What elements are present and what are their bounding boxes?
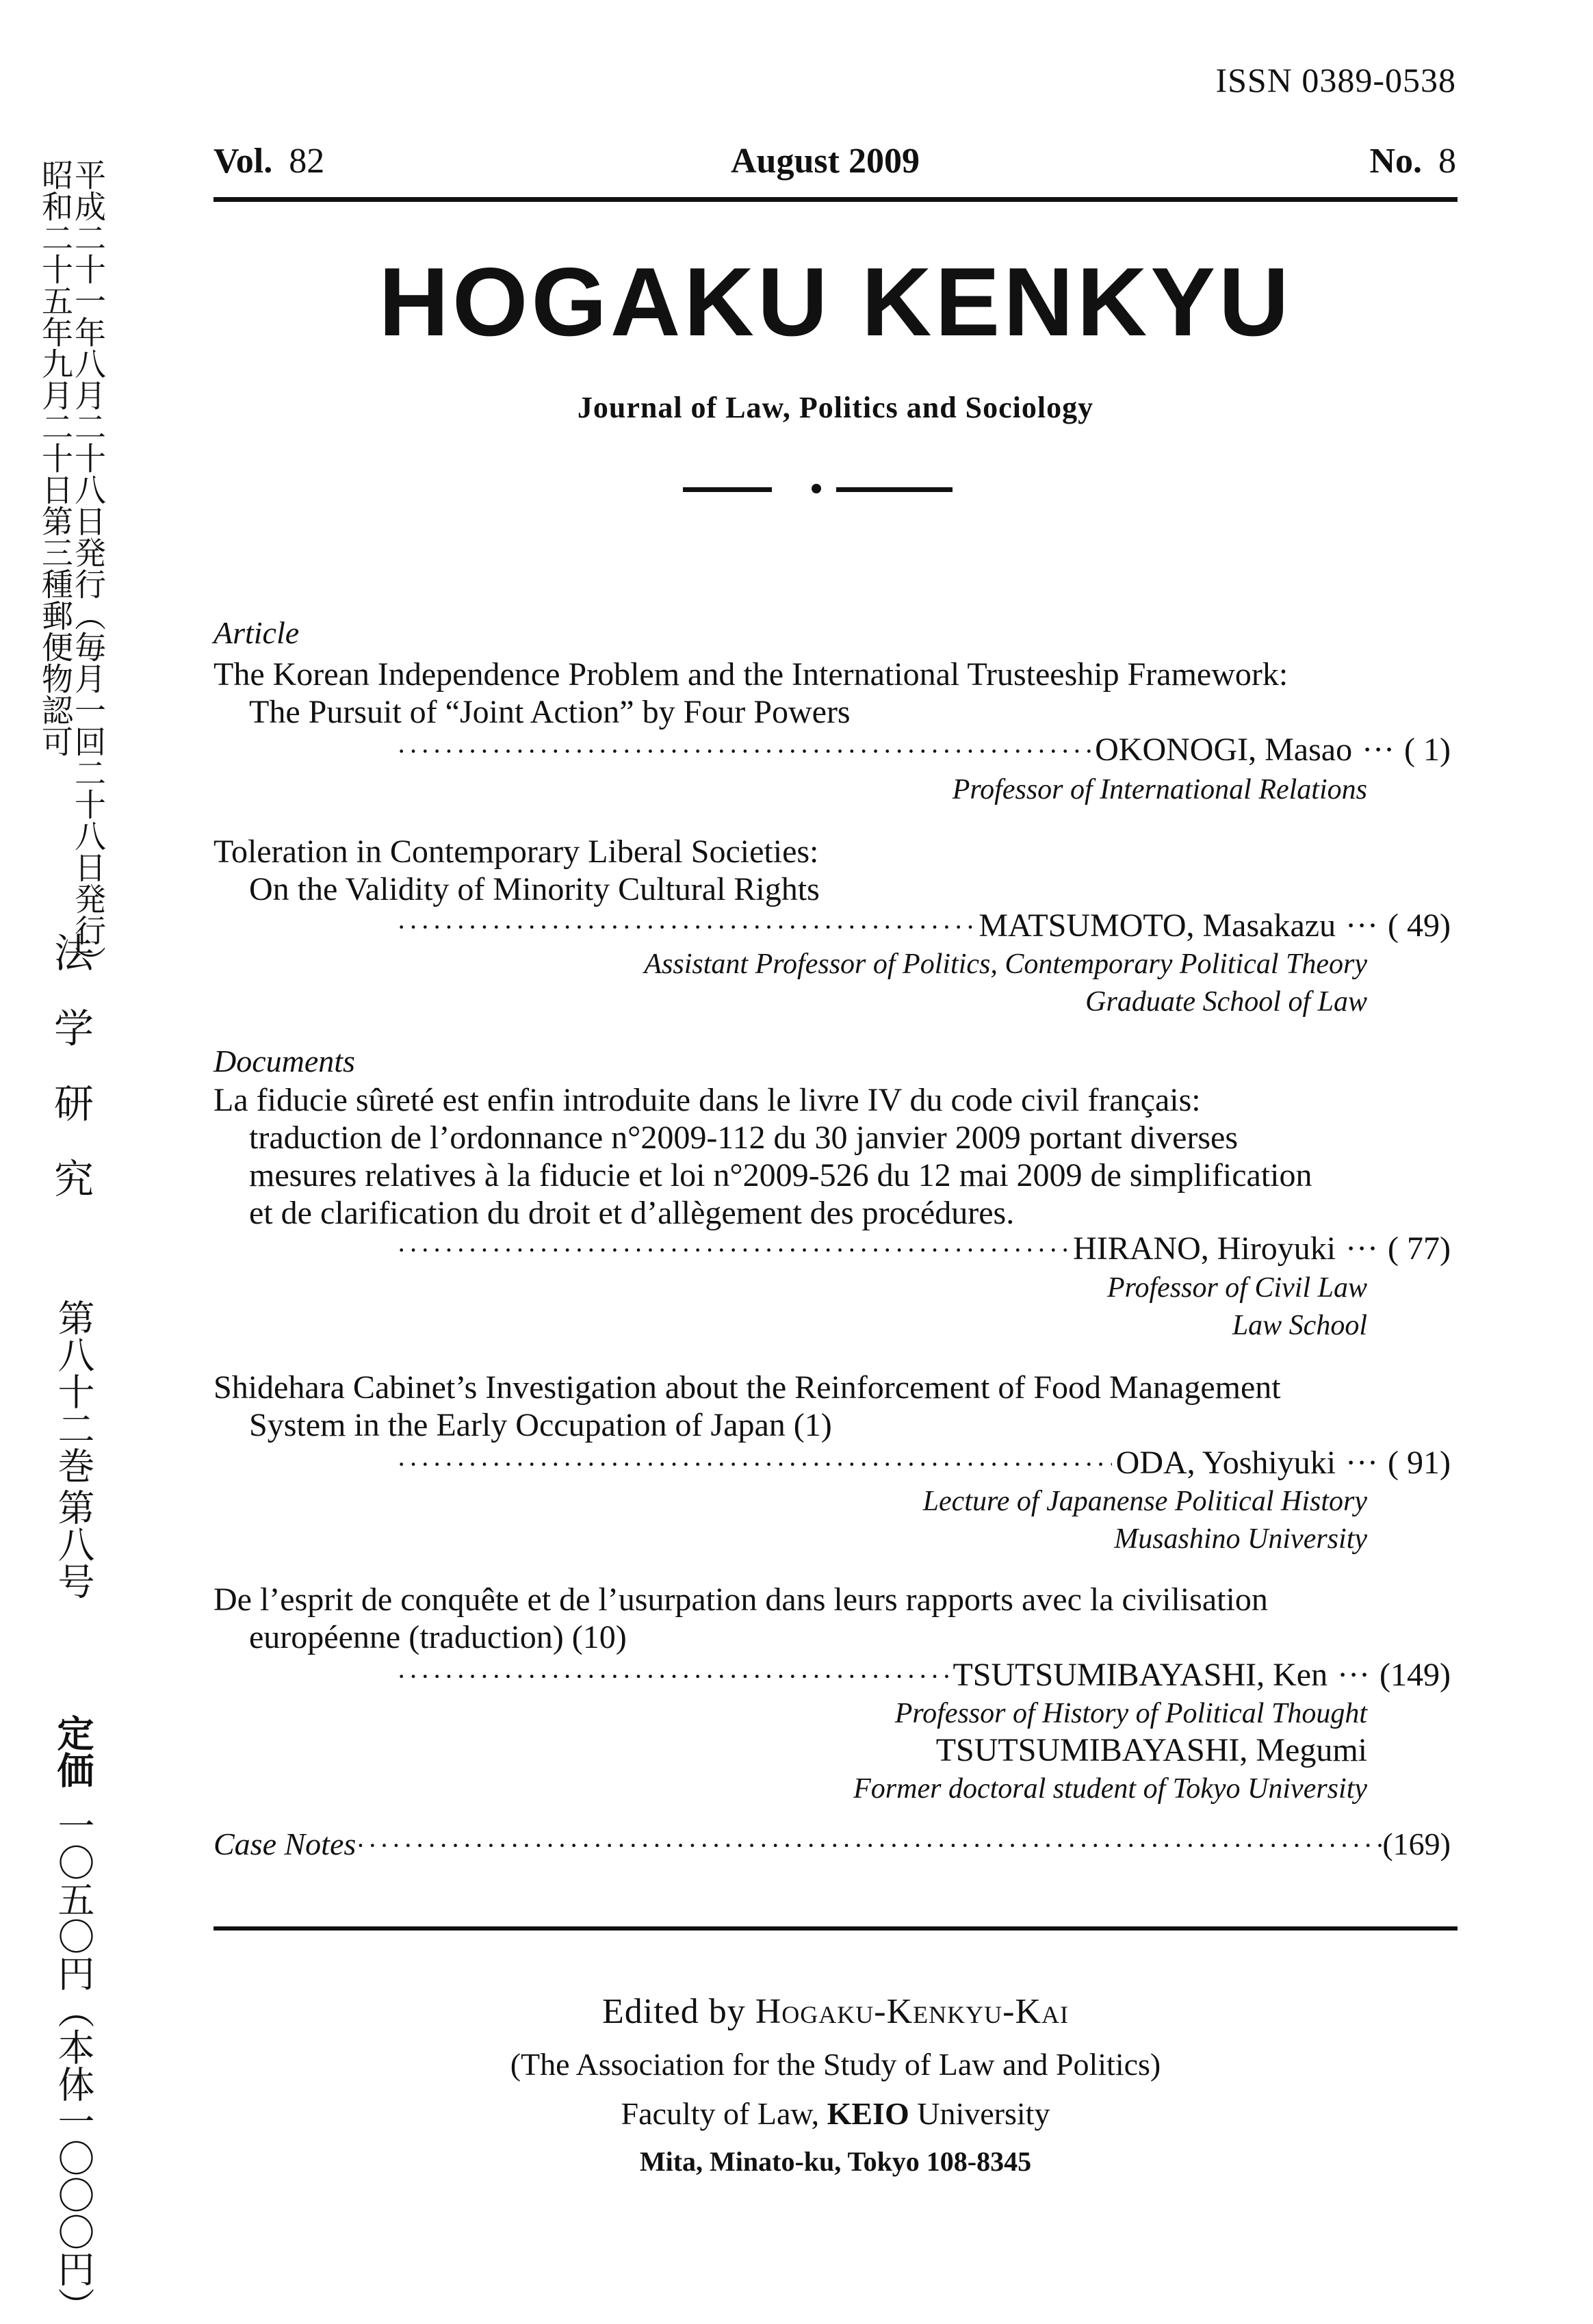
entry-2-title [213, 833, 1466, 908]
bottom-rule [213, 1926, 1458, 1931]
journal-title: HOGAKU KENKYU [378, 248, 1293, 357]
entry-5-role: Professor of History of Political Thought [894, 1698, 1367, 1729]
entry-4-title-line2: System in the Early Occupation of Japan (1) [249, 1407, 832, 1443]
journal-subtitle: Journal of Law, Politics and Sociology [577, 391, 1094, 424]
side-price-label: 定価 [51, 1714, 95, 1788]
entry-4-author: ODA, Yoshiyuki [1115, 1445, 1336, 1481]
side-number-jp: 第八号 [52, 1488, 95, 1599]
case-notes-label: Case Notes [213, 1826, 357, 1861]
vol-label-text: Vol. [213, 142, 273, 181]
association-line: (The Association for the Study of Law and Politics) [510, 2047, 1161, 2082]
entry-4-role: Lecture of Japanense Political History [922, 1486, 1367, 1517]
entry-5-title [213, 1581, 1466, 1656]
edited-by-label: Edited by [602, 1992, 746, 2031]
entry-5-author: TSUTSUMIBAYASHI, Ken [953, 1657, 1328, 1693]
entry-3-role: Professor of Civil Law [1107, 1272, 1367, 1304]
faculty-keio: KEIO [827, 2096, 909, 2131]
entry-4-page: ( 91) [1388, 1445, 1451, 1481]
ornament-dot [812, 484, 821, 493]
ellipsis: ··· [1345, 1230, 1379, 1267]
entry-2-page: ( 49) [1388, 907, 1451, 944]
side-price-value: 一〇五〇円（本体一〇〇〇円） [52, 1807, 95, 2324]
entry-5-title-line2: européenne (traduction) (10) [249, 1619, 627, 1655]
ellipsis: ··· [1345, 907, 1379, 944]
entry-5-leader [397, 1656, 1451, 1695]
edited-by-line [213, 1991, 1458, 2032]
entry-1-title-line1: The Korean Independence Problem and the International Trusteeship Framework: [213, 656, 1288, 693]
section-article-label: Article [213, 615, 300, 650]
entry-2-role: Assistant Professor of Politics, Contemporary Political Theory [644, 948, 1367, 980]
section-documents-label: Documents [213, 1044, 355, 1079]
ornament-left-rule [683, 487, 772, 492]
entry-1-author: OKONOGI, Masao [1095, 732, 1353, 768]
case-notes-line [213, 1826, 1451, 1865]
entry-4-affiliation: Musashino University [1114, 1523, 1367, 1555]
side-date-col-showa: 昭和二十五年九月二十日第三種郵便物認可 [37, 159, 74, 757]
dot-leader [356, 1829, 1382, 1865]
faculty-post: University [917, 2096, 1050, 2131]
volume-label [213, 141, 324, 181]
faculty-pre: Faculty of Law, [621, 2096, 820, 2131]
entry-3-page: ( 77) [1388, 1230, 1451, 1267]
faculty-line [213, 2095, 1458, 2132]
dot-leader [397, 1657, 948, 1695]
entry-1-title [213, 656, 1466, 731]
side-volume-jp: 第八十二巻 [52, 1299, 95, 1484]
entry-5-title-line1: De l’esprit de conquête et de l’usurpation dans leurs rapports avec la civilisation [213, 1581, 1268, 1618]
issue-date: August 2009 [731, 142, 920, 181]
dot-leader [397, 732, 1091, 770]
case-notes-page: (169) [1382, 1826, 1451, 1861]
entry-2-title-line2: On the Validity of Minority Cultural Rights [249, 871, 820, 907]
entry-3-affiliation: Law School [1232, 1310, 1367, 1341]
issue-number [1369, 141, 1456, 181]
dot-leader [397, 908, 974, 946]
ellipsis: ··· [1345, 1445, 1379, 1481]
ellipsis: ··· [1362, 732, 1395, 768]
dot-leader [397, 1445, 1112, 1483]
entry-3-title-line3: mesures relatives à la fiducie et loi n°2009-526 du 12 mai 2009 de simplification [249, 1157, 1312, 1193]
no-label-text: No. [1369, 142, 1422, 181]
entry-2-title-line1: Toleration in Contemporary Liberal Societies: [213, 834, 819, 870]
side-date-col-heisei: 平成二十一年八月二十八日発行（毎月一回二十八日発行） [70, 159, 107, 977]
entry-3-title-line4: et de clarification du droit et d’allègement des procédures. [249, 1195, 1015, 1231]
side-journal-title-jp: 法学研究 [47, 932, 94, 1233]
entry-3-title [213, 1081, 1466, 1232]
entry-2-leader [397, 907, 1451, 946]
top-rule [213, 197, 1458, 202]
entry-5-page: (149) [1380, 1657, 1451, 1693]
entry-2-affiliation: Graduate School of Law [1085, 986, 1367, 1018]
entry-1-page: ( 1) [1404, 732, 1451, 768]
entry-3-author: HIRANO, Hiroyuki [1073, 1230, 1336, 1267]
entry-4-title [213, 1369, 1466, 1444]
entry-5-coauthor: TSUTSUMIBAYASHI, Megumi [935, 1732, 1367, 1768]
address-line: Mita, Minato-ku, Tokyo 108-8345 [639, 2146, 1032, 2177]
issn: ISSN 0389-0538 [1215, 61, 1456, 99]
vol-number: 82 [289, 142, 325, 181]
no-number: 8 [1438, 142, 1456, 181]
entry-3-leader [397, 1230, 1451, 1269]
entry-1-leader [397, 731, 1451, 770]
entry-1-role: Professor of International Relations [952, 774, 1367, 805]
entry-5-coauthor-role: Former doctoral student of Tokyo University [853, 1773, 1367, 1805]
entry-4-title-line1: Shidehara Cabinet’s Investigation about the Reinforcement of Food Management [213, 1369, 1281, 1406]
entry-1-title-line2: The Pursuit of “Joint Action” by Four Powers [249, 694, 851, 730]
entry-3-title-line2: traduction de l’ordonnance n°2009-112 du 30 janvier 2009 portant diverses [249, 1120, 1239, 1156]
dot-leader [397, 1231, 1069, 1269]
entry-2-author: MATSUMOTO, Masakazu [979, 907, 1336, 944]
editor-name: Hogaku-Kenkyu-Kai [755, 1992, 1069, 2031]
entry-3-title-line1: La fiducie sûreté est enfin introduite dans le livre IV du code civil français: [213, 1082, 1201, 1118]
entry-4-leader [397, 1444, 1451, 1483]
ornament-right-rule [836, 487, 953, 492]
ellipsis: ··· [1337, 1657, 1371, 1693]
